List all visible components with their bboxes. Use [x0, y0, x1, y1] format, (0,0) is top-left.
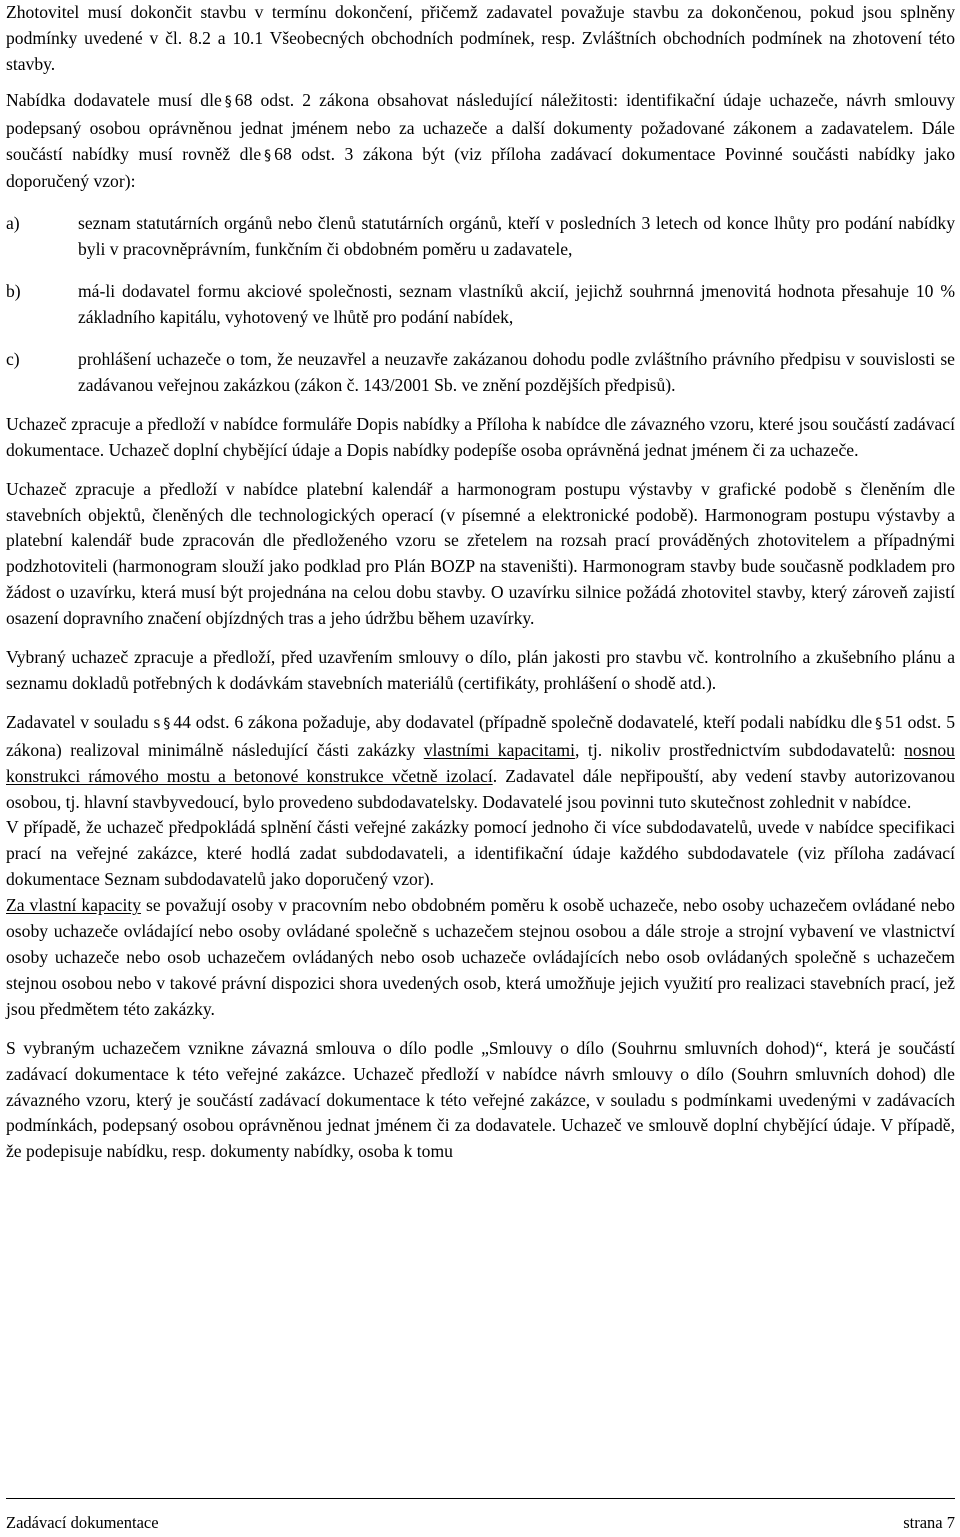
para8-text: se považují osoby v pracovním nebo obdobném poměru k osobě uchazeče, nebo osoby uchazečem ovládané nebo osoby uchazeče ovládající nebo osoby ovládané společně s uchazečem stejnou osobou a dále stroje a strojní vybavení ve vlastnictví osoby uchazeče nebo osob uchazečem ovládaných nebo osob uchazeče ovládajících nebo osob ovládaných společně s uchazečem stejnou osobou nebo v takové právní dispozici shora uvedených osob, která umožňuje jejich využití pro realizaci stavebních prací, jež jsou předmětem této zakázky.	[6, 895, 955, 1019]
para2-text-2: 68 odst. 2 zákona obsahovat následující náležitosti: identifikační údaje uchazeče, návrh smlouvy podepsaný osobou oprávněnou jednat jménem nebo za uchazeče a další dokumenty požadované zákonem a zadavatelem. Dále součástí nabídky musí rovněž dle	[6, 89, 956, 164]
list-marker: a)	[6, 213, 20, 234]
para6-text-1: Zadavatel v souladu s	[6, 711, 161, 732]
paragraph-quality-plan: Vybraný uchazeč zpracuje a předloží, před uzavřením smlouvy o dílo, plán jakosti pro stavbu vč. kontrolního a zkušebního plánu a seznamu dokladů potřebných k dodávkám stavebních materiálů (certifikáty, prohlášení o shodě atd.).	[6, 647, 955, 693]
list-item	[6, 279, 955, 331]
para6-text-2: 44 odst. 6 zákona požaduje, aby dodavatel (případně společně dodavatelé, kteří podali nabídku dle	[173, 711, 873, 732]
paragraph-completion-terms: Zhotovitel musí dokončit stavbu v termínu dokončení, přičemž zadavatel považuje stavbu za dokončenou, pokud jsou splněny podmínky uvedené v čl. 8.2 a 10.1 Všeobecných obchodních podmínek, resp. Zvláštních obchodních podmínek na zhotovení této stavby.	[6, 2, 955, 74]
para6-text-3: 51 odst. 5 zákona) realizoval minimálně následující části zakázky	[6, 711, 955, 760]
paragraph-contract: S vybraným uchazečem vznikne závazná smlouva o dílo podle „Smlouvy o dílo (Souhrnu smluvních dohod)“, která je součástí zadávací dokumentace k této veřejné zakázce. Uchazeč předloží v nabídce návrh smlouvy o dílo (Souhrn smluvních dohod) dle závazného vzoru, který je součástí zadávací dokumentace k této veřejné zakázce, v souladu s podmínkami uvedenými v zadávacích podmínkách, podepsaný osobou oprávněnou jednat jménem či za dodavatele. Uchazeč ve smlouvě doplní chybějící údaje. V případě, že podepisuje nabídku, resp. dokumenty nabídky, osoba k tomu	[6, 1037, 955, 1162]
paragraph-own-capacity-definition	[6, 893, 955, 1023]
para2-text-1: Nabídka dodavatele musí dle	[6, 89, 222, 110]
list-item-text: má-li dodavatel formu akciové společnosti, seznam vlastníků akcií, jejichž souhrnná jmenovitá hodnota přesahuje 10 % základního kapitálu, vyhotovený ve lhůtě pro podání nabídek,	[78, 281, 955, 328]
footer-page-number: strana 7	[903, 1513, 955, 1532]
paragraph-own-capacity-requirement	[6, 710, 955, 816]
para6-text-5: . Zadavatel dále nepřipouští, aby vedení stavby autorizovanou osobou, tj. hlavní stavbyvedoucí, bylo provedeno subdodavatelsky. Dodavatelé jsou povinni tuto skutečnost zohlednit v nabídce.	[6, 765, 955, 812]
list-marker: b)	[6, 281, 21, 302]
list-marker: c)	[6, 348, 20, 369]
underlined-own-capacity-term: Za vlastní kapacity	[6, 895, 142, 916]
paragraph-schedule: Uchazeč zpracuje a předloží v nabídce platební kalendář a harmonogram postupu výstavby v grafické podobě s členěním dle stavebních objektů, členěných dle technologických operací (v písemné a elektronické podobě). Harmonogram postupu výstavby a platební kalendář bude zpracován dle předloženého vzoru se zřetelem na rozsah prací prováděných zhotovitelem a případnými podzhotoviteli (harmonogram slouží jako podklad pro Plán BOZP na staveništi). Harmonogram stavby bude současně podkladem pro žádost o uzavírku, která musí být projednána na celou dobu stavby. O uzavírku silnice požádá zhotovitel stavby, který zároveň zajistí osazení dopravního značení objízdných tras a jeho údržbu během uzavírky.	[6, 478, 955, 629]
requirements-list	[6, 211, 955, 398]
list-item-text: prohlášení uchazeče o tom, že neuzavřel a neuzavře zakázanou dohodu podle zvláštního právního předpisu v souvislosti se zadávanou veřejnou zakázkou (zákon č. 143/2001 Sb. ve znění pozdějších předpisů).	[78, 348, 955, 395]
footer-document-title: Zadávací dokumentace	[6, 1513, 159, 1532]
underlined-structures: nosnou konstrukci rámového mostu a betonové konstrukce včetně izolací	[6, 739, 955, 786]
para2-text-3: 68 odst. 3 zákona být (viz příloha zadávací dokumentace Povinné součásti nabídky jako doporučený vzor):	[6, 143, 955, 192]
section-sign-icon: §	[875, 715, 883, 732]
section-sign-icon: §	[163, 715, 171, 732]
list-item-text: seznam statutárních orgánů nebo členů statutárních orgánů, kteří v posledních 3 letech od konce lhůty pro podání nabídky byli v pracovněprávním, funkčním či obdobném poměru u zadavatele,	[78, 213, 955, 260]
section-sign-icon: §	[224, 93, 232, 110]
paragraph-bid-letter: Uchazeč zpracuje a předloží v nabídce formuláře Dopis nabídky a Příloha k nabídce dle závazného vzoru, které jsou součástí zadávací dokumentace. Uchazeč doplní chybějící údaje a Dopis nabídky podepíše osoba oprávněná jednat jménem či za uchazeče.	[6, 413, 955, 460]
page-footer	[6, 1498, 955, 1532]
underlined-own-capacities: vlastními kapacitami	[423, 739, 575, 760]
list-item	[6, 347, 955, 399]
paragraph-subcontractors: V případě, že uchazeč předpokládá splnění části veřejné zakázky pomocí jednoho či více subdodavatelů, uvede v nabídce specifikaci prací na veřejné zakázce, které hodlá zadat subdodavateli, a identifikační údaje každého subdodavatele (viz příloha zadávací dokumentace Seznam subdodavatelů jako doporučený vzor).	[6, 817, 955, 890]
para6-text-4: , tj. nikoliv prostřednictvím subdodavatelů:	[574, 739, 896, 760]
list-item	[6, 211, 955, 263]
section-sign-icon: §	[264, 147, 272, 164]
document-page	[6, 0, 955, 1165]
paragraph-bid-requirements	[6, 88, 955, 196]
